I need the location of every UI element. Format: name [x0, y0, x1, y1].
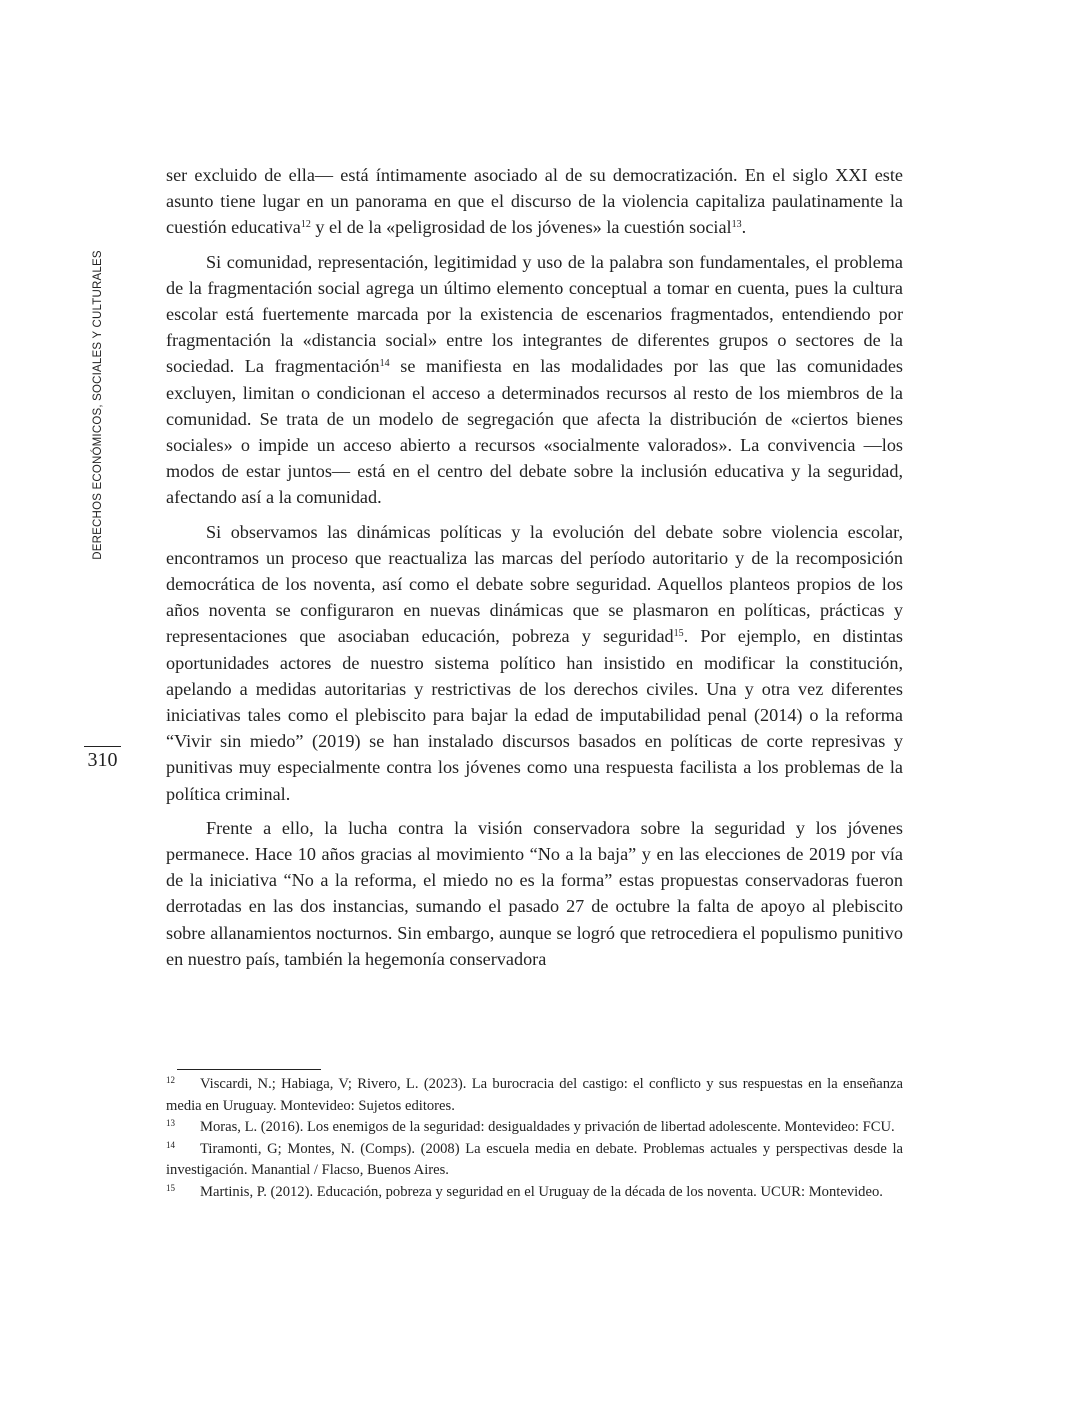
- footnote-text: Moras, L. (2016). Los enemigos de la seguridad: desigualdades y privación de libertad adolescente. Montevideo: FCU.: [200, 1119, 895, 1135]
- footnote: 12 Viscardi, N.; Habiaga, V; Rivero, L. (2023). La burocracia del castigo: el conflicto y sus respuestas en la enseñanza media en Uruguay. Montevideo: Sujetos editores.: [166, 1075, 903, 1114]
- running-section-title: DERECHOS ECONÓMICOS, SOCIALES Y CULTURALES: [92, 250, 104, 560]
- body-paragraph: [166, 519, 903, 807]
- footnote-reference: 15: [673, 628, 684, 640]
- footnote-text: Martinis, P. (2012). Educación, pobreza y seguridad en el Uruguay de la década de los noventa. UCUR: Montevideo.: [200, 1183, 883, 1200]
- body-paragraph: [166, 249, 903, 511]
- paragraph-text: y el de la «peligrosidad de los jóvenes» la cuestión social: [310, 217, 732, 238]
- paragraph-text: . Por ejemplo, en distintas oportunidades actores de nuestro sistema político han insistido en modificar la constitución, apelando a medidas autoritarias y restrictivas de los derechos civiles. Una y otra vez diferentes iniciativas tales como el plebiscito para bajar la edad de imputabilidad penal (2014) o la reforma “Vivir sin miedo” (2019) se han instalado discursos basados en políticas de corte represivas y punitivas muy especialmente contra los jóvenes como una respuesta facilista a los problemas de la política criminal.: [166, 626, 903, 804]
- body-paragraph: [166, 162, 903, 241]
- footnote-reference: 12: [300, 219, 311, 231]
- paragraph-text: ser excluido de ella— está íntimamente asociado al de su democratización. En el siglo XXI este asunto tiene lugar en un panorama en que el discurso de la violencia capitaliza paulatinamente la cuestión educativa: [166, 165, 903, 238]
- body-paragraph: [166, 815, 903, 972]
- paragraph-text: Si comunidad, representación, legitimidad y uso de la palabra son fundamentales, el problema de la fragmentación social agrega un último elemento conceptual a tomar en cuenta, pues la cultura escolar está fuertemente marcada por la existencia de escenarios fragmentados, entendiendo por fragmentación la «distancia social» entre los integrantes de diferentes grupos o sectores de la sociedad. La fragmentación: [166, 251, 903, 377]
- footnote: 14 Tiramonti, G; Montes, N. (Comps). (2008) La escuela media en debate. Problemas actuales y perspectivas desde la investigación. Manantial / Flacso, Buenos Aires.: [166, 1139, 903, 1178]
- footnote-text: Tiramonti, G; Montes, N. (Comps). (2008) La escuela media en debate. Problemas actuales y perspectivas desde la investigación. Manantial / Flacso, Buenos Aires.: [166, 1140, 903, 1178]
- footnotes: [166, 1074, 903, 1203]
- paragraph-text: .: [741, 217, 747, 238]
- paragraph-text: se manifiesta en las modalidades por las que las comunidades excluyen, limitan o condicionan el acceso a determinados recursos al resto de los miembros de la comunidad. Se trata de un modelo de segregación que afecta la distribución de «ciertos bienes sociales» o impide un acceso abierto a recursos «socialmente valorados». La convivencia —los modos de estar juntos— está en el centro del debate sobre la inclusión educativa y la seguridad, afectando así a la comunidad.: [166, 356, 904, 508]
- page-number-rule: [84, 746, 121, 747]
- paragraph-text: Si observamos las dinámicas políticas y la evolución del debate sobre violencia escolar, encontramos un proceso que reactualiza las marcas del período autoritario y de la recomposición democrática de los noventa, así como el debate sobre seguridad. Aquellos planteos propios de los años noventa se configuraron en nuevas dinámicas que se plasmaron en políticas, prácticas y representaciones que asociaban educación, pobreza y seguridad: [166, 521, 903, 647]
- footnote-reference: 13: [731, 219, 742, 231]
- footnote: 13 Moras, L. (2016). Los enemigos de la seguridad: desigualdades y privación de libertad adolescente. Montevideo: FCU.: [166, 1118, 895, 1135]
- footnote-text: Viscardi, N.; Habiaga, V; Rivero, L. (2023). La burocracia del castigo: el conflicto y sus respuestas en la enseñanza media en Uruguay. Montevideo: Sujetos editores.: [166, 1076, 903, 1114]
- paragraph-text: Frente a ello, la lucha contra la visión conservadora sobre la seguridad y los jóvenes permanece. Hace 10 años gracias al movimiento “No a la baja” y en las elecciones de 2019 por vía de la iniciativa “No a la reforma, el miedo no es la forma” estas propuestas conservadoras fueron derrotadas en las dos instancias, sumando el pasado 27 de octubre la falta de apoyo al plebiscito sobre allanamientos nocturnos. Sin embargo, aunque se logró que retrocediera el populismo punitivo en nuestro país, también la hegemonía conservadora: [166, 817, 903, 969]
- page-number: 310: [87, 749, 118, 771]
- footnote: 15 Martinis, P. (2012). Educación, pobreza y seguridad en el Uruguay de la década de los noventa. UCUR: Montevideo.: [166, 1182, 883, 1200]
- footnote-separator: [177, 1069, 321, 1070]
- body-text: [166, 162, 903, 980]
- footnote-reference: 14: [379, 358, 390, 370]
